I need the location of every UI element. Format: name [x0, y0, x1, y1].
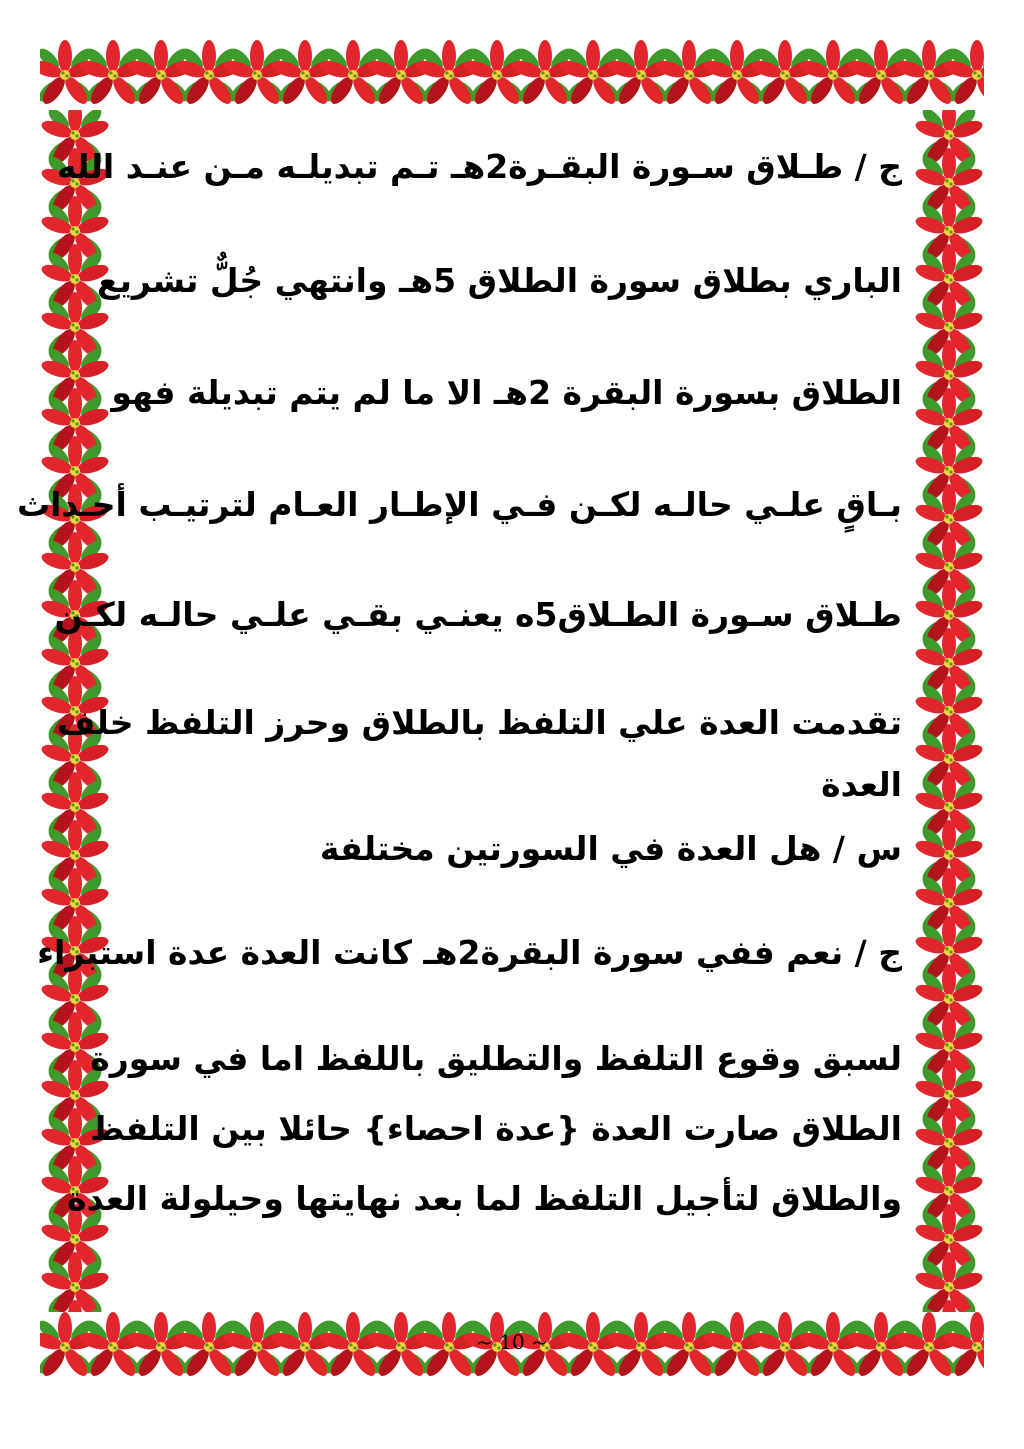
poinsettia-border-svg — [40, 40, 984, 110]
question-line: س / هل العدة في السورتين مختلفة — [319, 829, 902, 868]
paragraph-line-7: العدة — [821, 765, 902, 804]
paragraph-line-5: طـلاق سـورة الطـلاق5ه يعنـي بقـي علـي حالـه لكـن — [54, 595, 902, 634]
paragraph-line-3: الطلاق بسورة البقرة 2هـ الا ما لم يتم تبديلة فهو — [111, 373, 902, 412]
paragraph-line-4: بـاقٍ علـي حالـه لكـن فـي الإطـار العـام لترتيـب أحـداث — [16, 485, 902, 524]
answer-line-1: ج / نعم ففي سورة البقرة2هـ كانت العدة عدة استبراء — [37, 933, 902, 972]
answer-line-3: الطلاق صارت العدة {عدة احصاء} حائلا بين التلفظ — [90, 1109, 902, 1148]
page-body — [16, 140, 902, 1226]
answer-line-2: لسبق وقوع التلفظ والتطليق باللفظ اما في سورة — [90, 1039, 902, 1078]
answer-line-4: والطلاق لتأجيل التلفظ لما بعد نهايتها وحيلولة العدة — [67, 1179, 902, 1218]
paragraph-line-2: الباري بطلاق سورة الطلاق 5هـ وانتهي جُلٌّ تشريع — [96, 261, 902, 300]
border-top — [40, 40, 984, 110]
border-right — [914, 110, 984, 1312]
paragraph-line-6: تقدمت العدة علي التلفظ بالطلاق وحرز التلفظ خلف — [57, 703, 902, 742]
poinsettia-border-svg — [914, 110, 984, 1312]
paragraph-line-1: ج / طـلاق سـورة البقـرة2هـ تـم تبديلـه مـن عنـد الله — [57, 147, 902, 186]
page-number: ~ 10 ~ — [476, 1330, 548, 1354]
